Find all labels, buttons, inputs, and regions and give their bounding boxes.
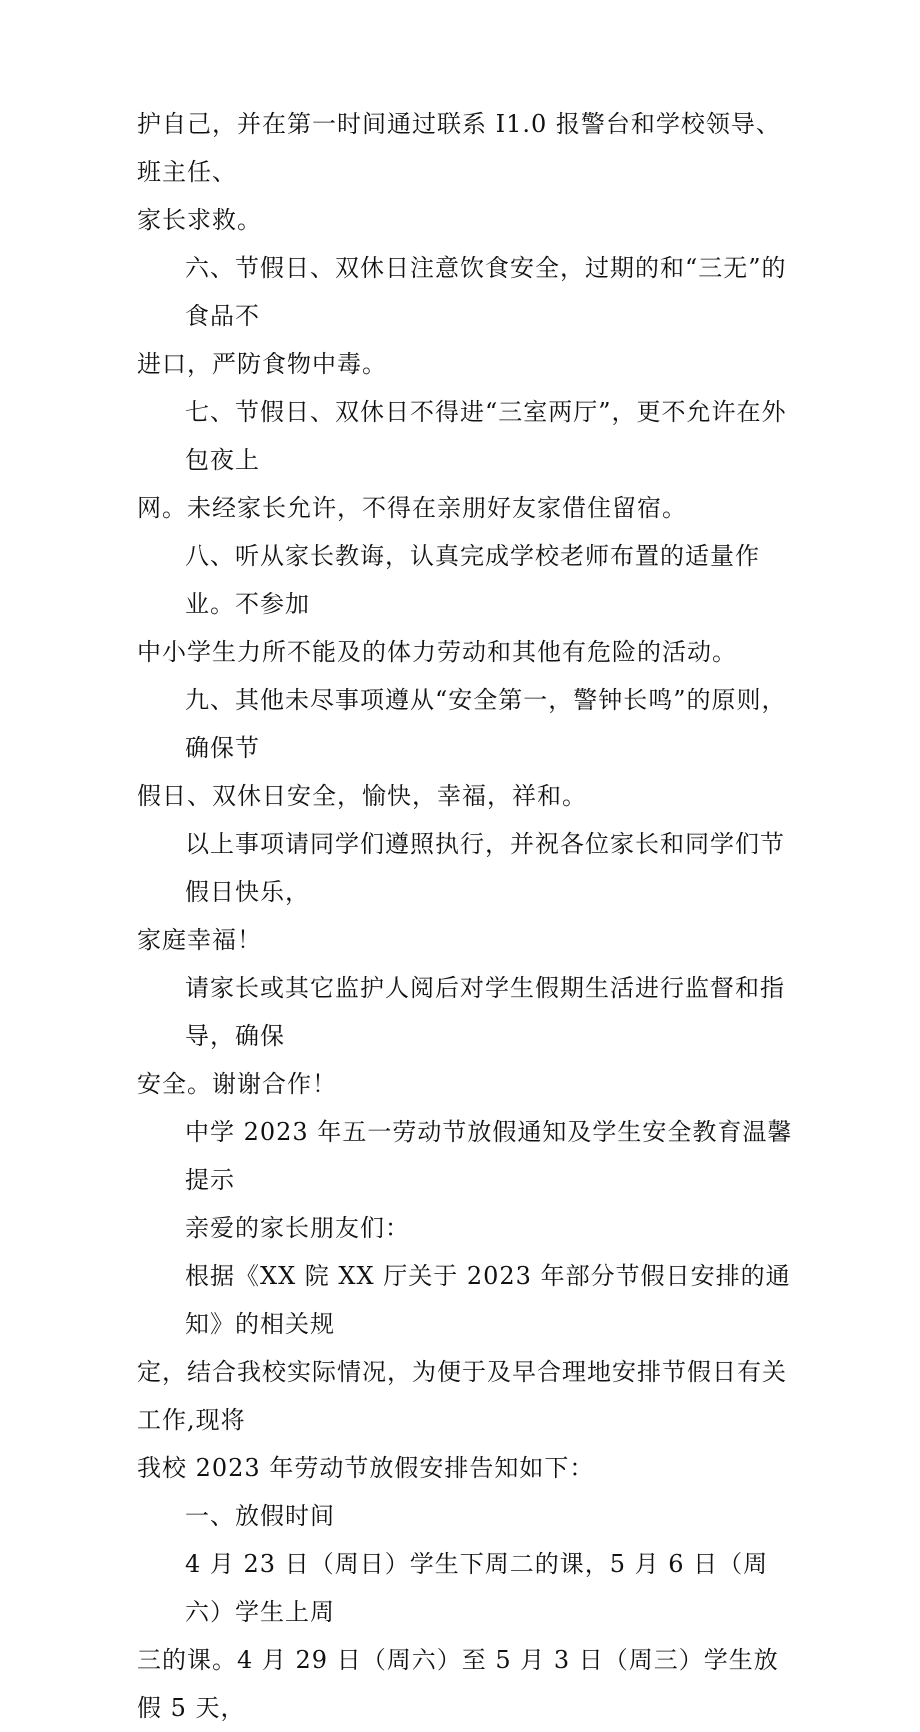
text-line: 网。未经家长允许，不得在亲朋好友家借住留宿。 — [137, 494, 687, 522]
paragraph-continuation — [137, 100, 797, 244]
text-line: 4 月 23 日（周日）学生下周二的课，5 月 6 日（周六）学生上周 — [185, 1550, 769, 1626]
text-line: 家长求救。 — [137, 206, 262, 234]
paragraph-holiday-schedule — [137, 1540, 797, 1732]
text-line: 请家长或其它监护人阅后对学生假期生活进行监督和指导，确保 — [185, 974, 785, 1050]
document-body — [137, 100, 797, 1732]
text-line: 亲爱的家长朋友们： — [185, 1214, 410, 1242]
text-line: 七、节假日、双休日不得进“三室两厅”，更不允许在外包夜上 — [185, 398, 787, 474]
paragraph-item-9 — [137, 676, 797, 820]
paragraph-intro — [137, 1252, 797, 1492]
paragraph-guardian-request — [137, 964, 797, 1108]
text-line: 定，结合我校实际情况，为便于及早合理地安排节假日有关工作,现将 — [137, 1358, 787, 1434]
text-line: 九、其他未尽事项遵从“安全第一，警钟长鸣”的原则，确保节 — [185, 686, 787, 762]
text-line: 进口，严防食物中毒。 — [137, 350, 387, 378]
text-line: 中小学生力所不能及的体力劳动和其他有危险的活动。 — [137, 638, 737, 666]
text-line: 一、放假时间 — [185, 1502, 335, 1530]
text-line: 以上事项请同学们遵照执行，并祝各位家长和同学们节假日快乐， — [185, 830, 785, 906]
text-line: 三的课。4 月 29 日（周六）至 5 月 3 日（周三）学生放假 5 天， — [137, 1646, 779, 1722]
section-heading-holiday-time — [137, 1492, 797, 1540]
text-line: 假日、双休日安全，愉快，幸福，祥和。 — [137, 782, 587, 810]
paragraph-closing-wishes — [137, 820, 797, 964]
text-line: 六、节假日、双休日注意饮食安全，过期的和“三无”的食品不 — [185, 254, 787, 330]
paragraph-item-7 — [137, 388, 797, 532]
text-line: 我校 2023 年劳动节放假安排告知如下： — [137, 1454, 595, 1482]
paragraph-item-8 — [137, 532, 797, 676]
text-line: 中学 2023 年五一劳动节放假通知及学生安全教育温馨提示 — [185, 1118, 793, 1194]
text-line: 家庭幸福！ — [137, 926, 262, 954]
paragraph-item-6 — [137, 244, 797, 388]
text-line: 根据《XX 院 XX 厅关于 2023 年部分节假日安排的通知》的相关规 — [185, 1262, 791, 1338]
notice-title — [137, 1108, 797, 1204]
text-line: 护自己，并在第一时间通过联系 I1.0 报警台和学校领导、班主任、 — [137, 110, 781, 186]
text-line: 安全。谢谢合作！ — [137, 1070, 337, 1098]
text-line: 八、听从家长教诲，认真完成学校老师布置的适量作业。不参加 — [185, 542, 760, 618]
salutation — [137, 1204, 797, 1252]
